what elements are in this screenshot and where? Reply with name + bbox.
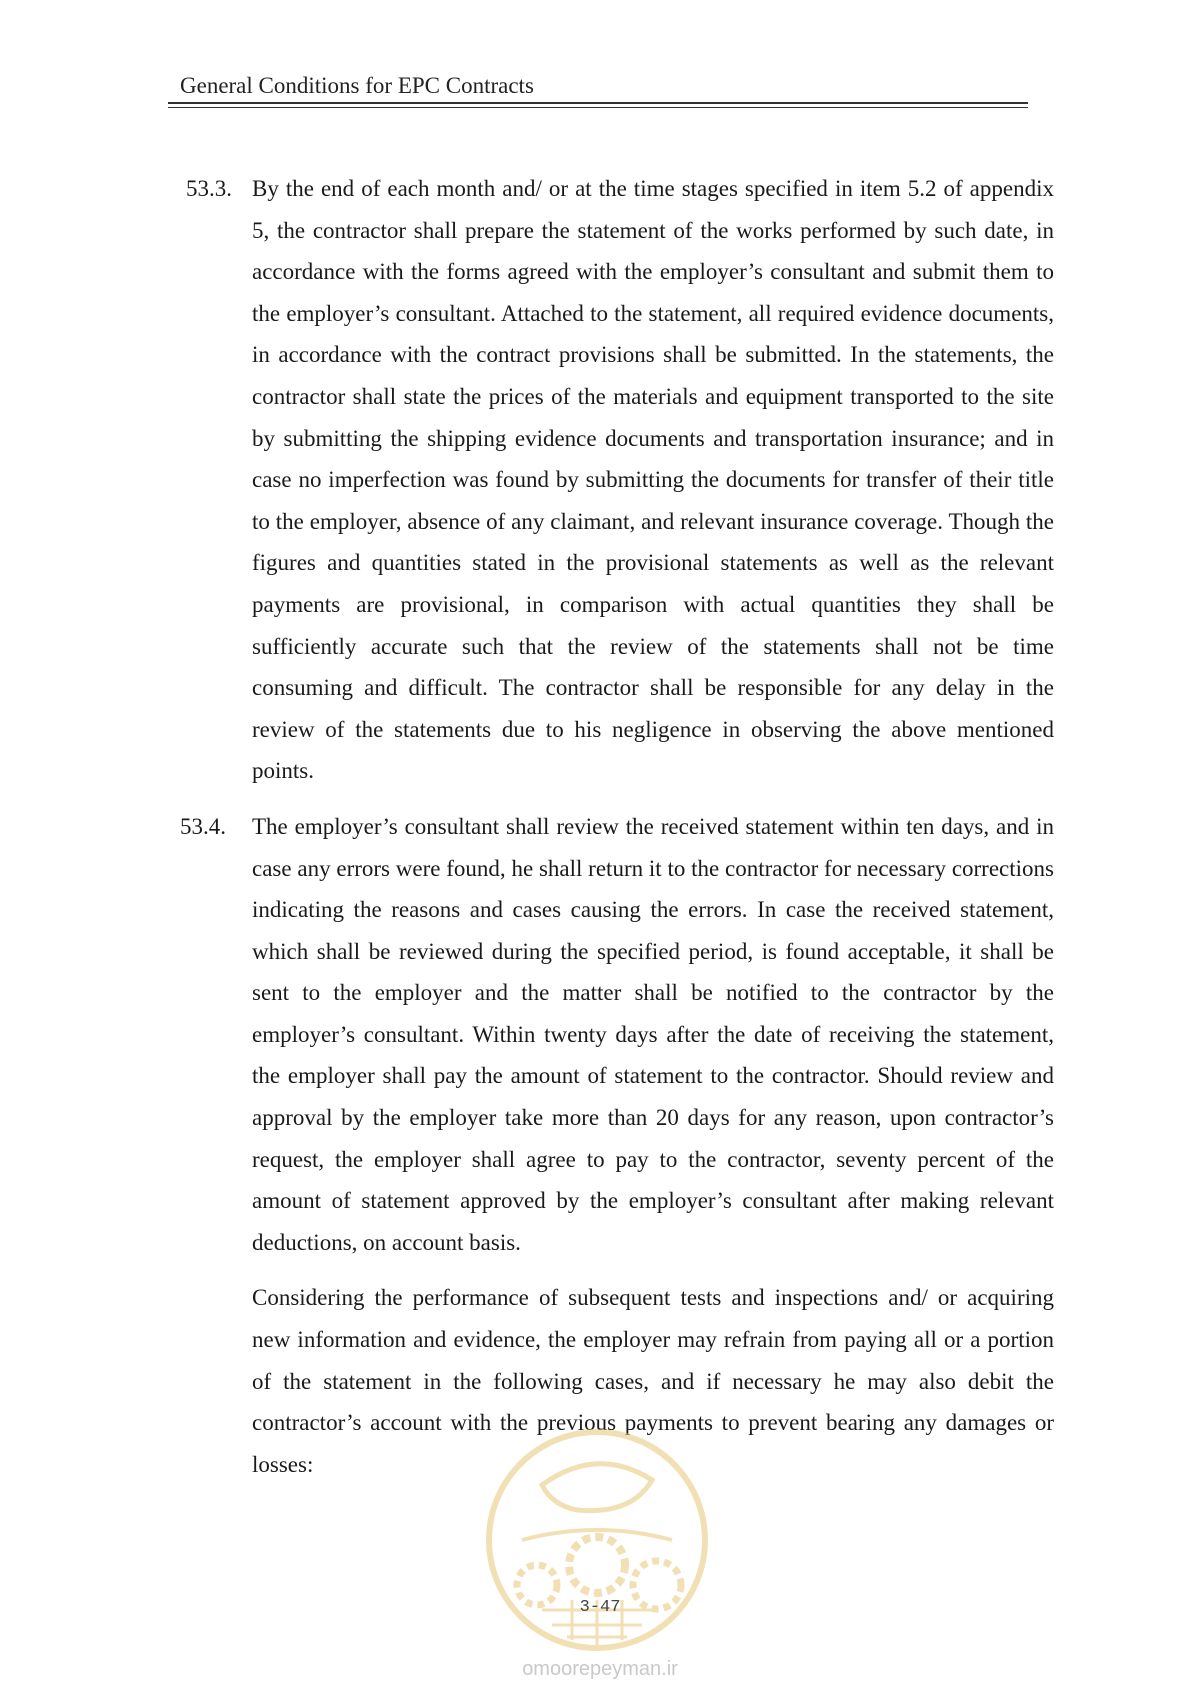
header-title: General Conditions for EPC Contracts <box>180 73 534 98</box>
clause-53-3 <box>180 168 1054 792</box>
watermark-text: omoorepeyman.ir <box>522 1658 678 1680</box>
clause-text: By the end of each month and/ or at the time stages specified in item 5.2 of appendix 5, the contractor shall prepare the statement of the works performed by such date, in accordance with the forms agreed with the employer’s consultant and submit them to the employer’s consultant. Attached to the statement, all required evidence documents, in accordance with the contract provisions shall be submitted. In the statements, the contractor shall state the prices of the materials and equipment transported to the site by submitting the shipping evidence documents and transportation insurance; and in case no imperfection was found by submitting the documents for transfer of their title to the employer, absence of any claimant, and relevant insurance coverage. Though the figures and quantities stated in the provisional statements as well as the relevant payments are provisional, in comparison with actual quantities they shall be sufficiently accurate such that the review of the statements shall not be time consuming and difficult. The contractor shall be responsible for any delay in the review of the statements due to his negligence in observing the above mentioned points. <box>252 176 1054 784</box>
document-body <box>180 168 1054 1485</box>
header-rule <box>168 102 1028 108</box>
clause-number: 53.3. <box>186 176 232 201</box>
watermark-seal-icon <box>482 1425 712 1655</box>
page-number: 3-47 <box>579 1598 621 1617</box>
clause-text: The employer’s consultant shall review the received statement within ten days, and in case any errors were found, he shall return it to the contractor for necessary corrections indicating the reasons and cases causing the errors. In case the received statement, which shall be reviewed during the specified period, is found acceptable, it shall be sent to the employer and the matter shall be notified to the contractor by the employer’s consultant. Within twenty days after the date of receiving the statement, the employer shall pay the amount of statement to the contractor. Should review and approval by the employer take more than 20 days for any reason, upon contractor’s request, the employer shall agree to pay to the contractor, seventy percent of the amount of statement approved by the employer’s consultant after making relevant deductions, on account basis. <box>252 813 1054 1255</box>
clause-number: 53.4. <box>180 813 226 839</box>
page-header <box>168 72 1028 108</box>
clause-53-4 <box>180 806 1054 1264</box>
clause-continuation-paragraph: Considering the performance of subsequent tests and inspections and/ or acquiring new information and evidence, the employer may refrain from paying all or a portion of the statement in the following cases, and if necessary he may also debit the contractor’s account with the previous payments to prevent bearing any damages or losses: <box>252 1285 1054 1477</box>
